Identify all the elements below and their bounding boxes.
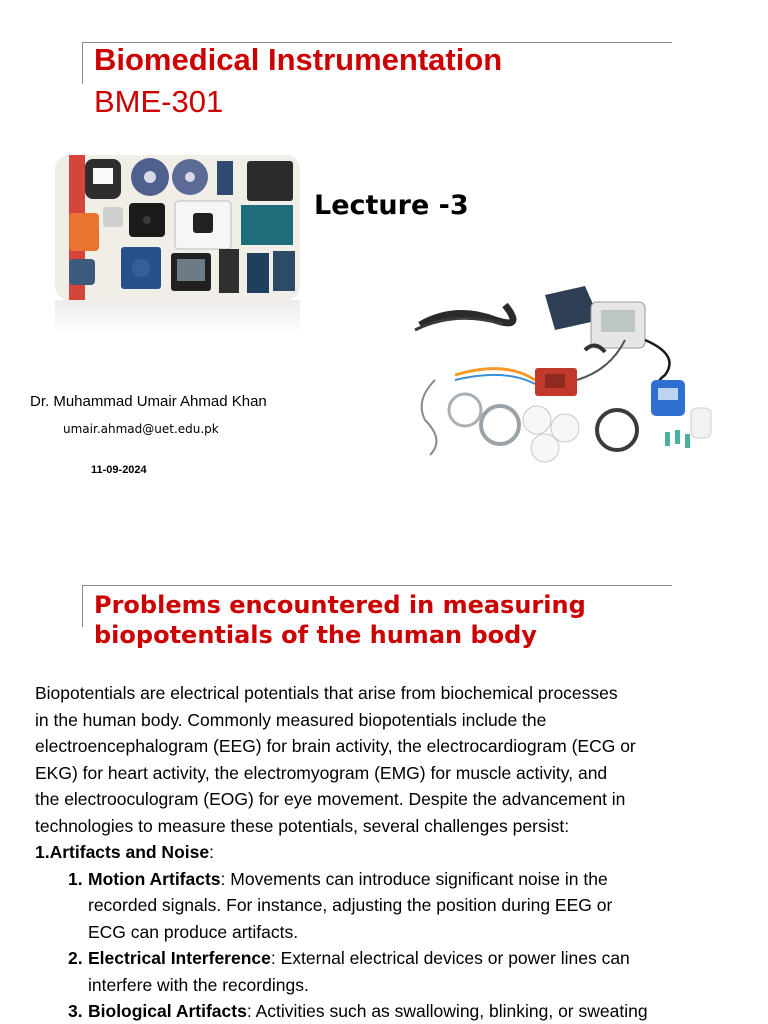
- item-number: 3.: [68, 1001, 83, 1021]
- item-label: Biological Artifacts: [88, 1001, 247, 1021]
- paragraph-line: electroencephalogram (EEG) for brain activity, the electrocardiogram (ECG or: [35, 736, 636, 756]
- list-item-continuation: ECG can produce artifacts.: [88, 921, 299, 942]
- list-item-continuation: interfere with the recordings.: [88, 974, 309, 995]
- slide-title: Biomedical Instrumentation: [94, 42, 503, 77]
- item-text: : Movements can introduce significant noise in the: [220, 868, 608, 889]
- title-frame-line: [82, 42, 83, 84]
- section-number: 1.: [35, 842, 50, 862]
- paragraph-line: in the human body. Commonly measured biopotentials include the: [35, 709, 547, 730]
- slide-body: [35, 680, 740, 1024]
- electronics-boards-photo: [55, 155, 300, 300]
- lecture-date: 11-09-2024: [91, 464, 147, 476]
- course-code: BME-301: [94, 84, 224, 119]
- list-item: [35, 866, 740, 893]
- lecture-number: Lecture -3: [314, 190, 469, 221]
- section-suffix: :: [209, 842, 214, 862]
- paragraph-line: EKG) for heart activity, the electromyogram (EMG) for muscle activity, and: [35, 762, 608, 783]
- item-label: Motion Artifacts: [88, 868, 221, 889]
- list-item: [35, 945, 740, 972]
- title-line: Problems encountered in measuring: [94, 591, 586, 619]
- photo-reflection: [55, 300, 300, 334]
- section-label: Artifacts and Noise: [49, 842, 210, 862]
- item-number: 2.: [68, 948, 83, 968]
- paragraph-line: Biopotentials are electrical potentials that arise from biochemical processes: [35, 683, 618, 703]
- slide-title: [94, 590, 654, 650]
- list-item-continuation: recorded signals. For instance, adjusting the position during EEG or: [88, 895, 613, 915]
- paragraph-line: technologies to measure these potentials, several challenges persist:: [35, 815, 570, 836]
- author-email: umair.ahmad@uet.edu.pk: [63, 422, 219, 436]
- item-text: : Activities such as swallowing, blinking, or sweating: [246, 1001, 648, 1021]
- item-label: Electrical Interference: [88, 948, 271, 968]
- item-number: 1.: [68, 868, 83, 889]
- author-name: Dr. Muhammad Umair Ahmad Khan: [30, 393, 267, 410]
- item-text: : External electrical devices or power lines can: [270, 948, 630, 968]
- title-line: biopotentials of the human body: [94, 621, 537, 649]
- biosignal-sensor-kit-photo: [395, 280, 735, 470]
- list-item: [35, 998, 740, 1024]
- title-frame-line: [82, 585, 83, 627]
- section-heading: [35, 839, 740, 866]
- title-frame-line: [82, 585, 672, 586]
- paragraph-line: the electrooculogram (EOG) for eye movement. Despite the advancement in: [35, 789, 626, 809]
- content-slide: [0, 570, 768, 1024]
